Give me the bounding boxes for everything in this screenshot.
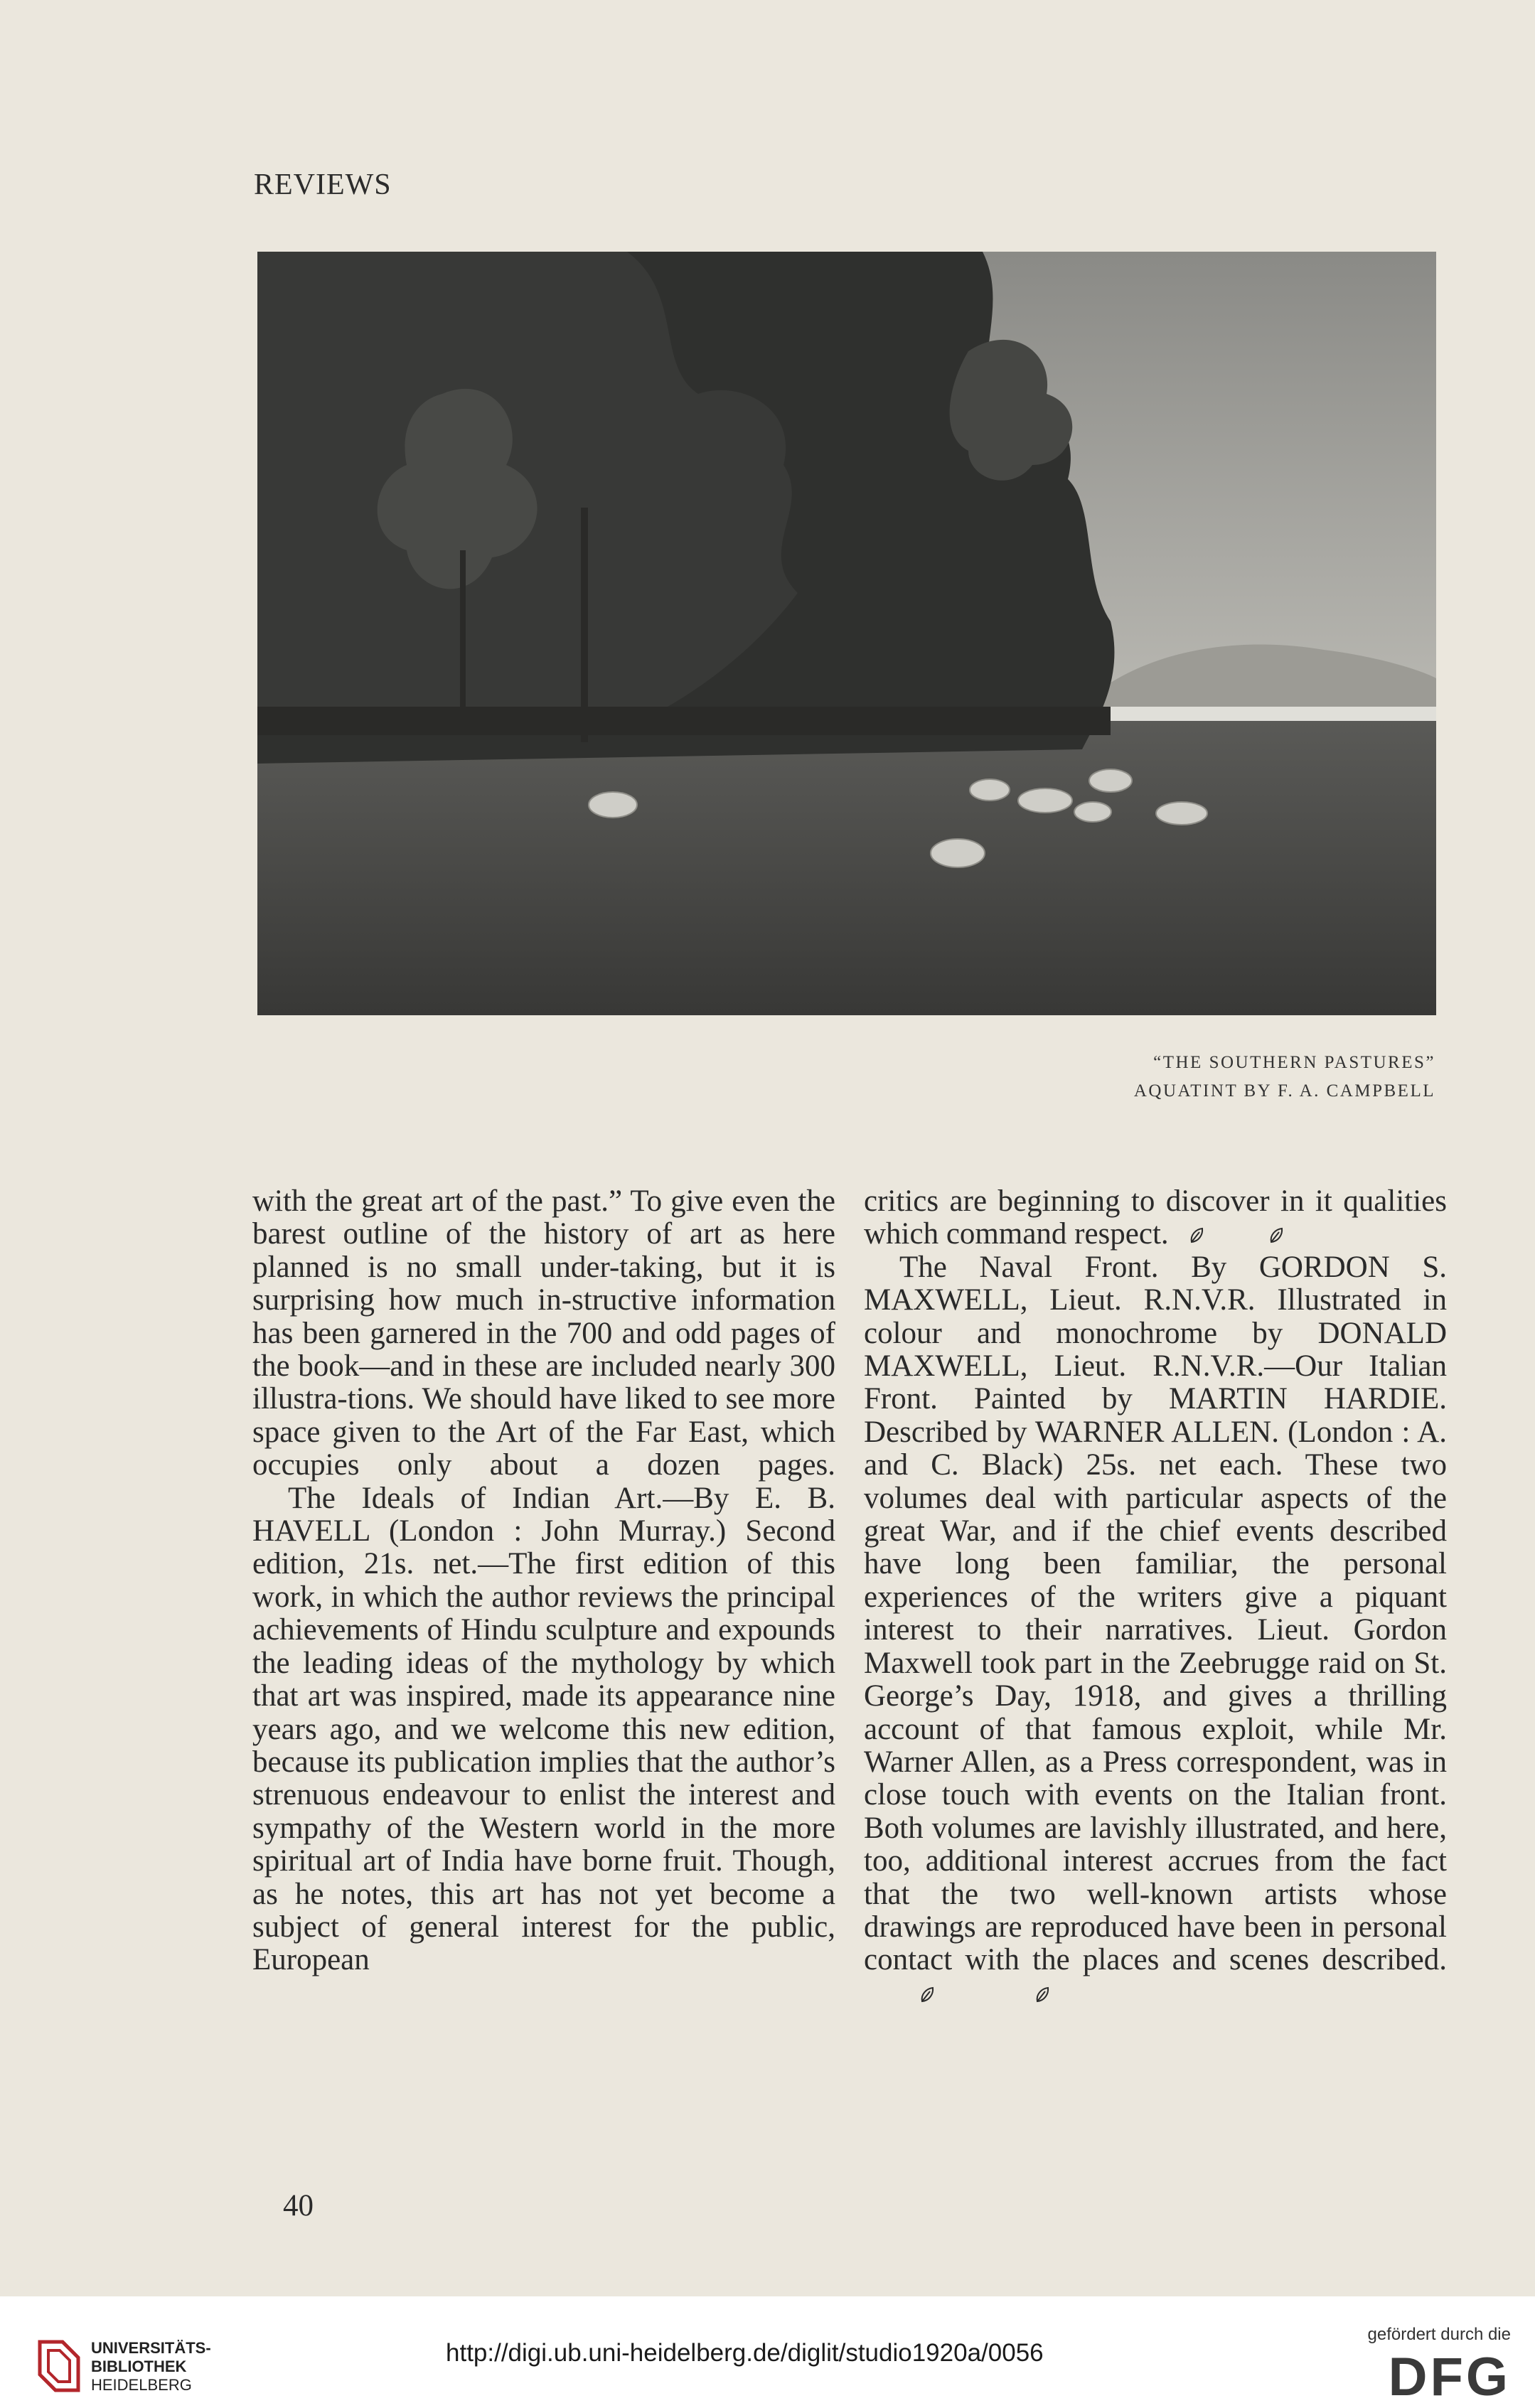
landscape-illustration bbox=[257, 252, 1436, 1015]
funding-note: gefördert durch die bbox=[1367, 2325, 1511, 2344]
leaf-ornament-icon bbox=[999, 1977, 1050, 2010]
university-library-logo-icon bbox=[34, 2338, 84, 2394]
leaf-ornament-icon bbox=[1189, 1218, 1204, 1251]
dfg-logo: DFG bbox=[1388, 2347, 1511, 2407]
right-column bbox=[864, 1185, 1447, 2010]
right-paragraph bbox=[864, 1185, 1447, 1251]
university-library-name bbox=[91, 2339, 211, 2394]
aquatint-plate-image bbox=[257, 252, 1436, 1015]
running-head: REVIEWS bbox=[254, 168, 392, 201]
left-paragraph: The Ideals of Indian Art.—By E. B. HAVELL (London : John Murray.) Second edition, 21s. net.—The first edition of this work, in which the author reviews the principal achievements of Hindu sculpture and expounds the leading ideas of the mythology by which that art was inspired, made its appearance nine years ago, and we welcome this new edition, because its publication implies that the author’s strenuous endeavour to enlist the interest and sympathy of the Western world in the more spiritual art of India have borne fruit. Though, as he notes, this art has not yet become a subject of general interest for the public, European bbox=[252, 1481, 835, 1977]
institution-line: HEIDELBERG bbox=[91, 2376, 192, 2394]
right-paragraph-text: critics are beginning to discover in it qualities which command respect. bbox=[864, 1184, 1447, 1251]
digital-copy-link[interactable]: http://digi.ub.uni-heidelberg.de/diglit/studio1920a/0056 bbox=[446, 2339, 1044, 2367]
leaf-ornament-icon bbox=[1268, 1218, 1284, 1251]
plate-caption bbox=[1134, 1049, 1435, 1106]
page-number: 40 bbox=[283, 2189, 314, 2222]
institution-line: BIBLIOTHEK bbox=[91, 2358, 187, 2375]
institution-line: UNIVERSITÄTS- bbox=[91, 2339, 211, 2357]
right-paragraph bbox=[864, 1251, 1447, 2010]
caption-credit: AQUATINT BY F. A. CAMPBELL bbox=[1133, 1081, 1435, 1101]
left-column bbox=[252, 1185, 835, 1977]
left-paragraph: with the great art of the past.” To give even the barest outline of the history of art as here planned is no small under-taking, but it is surprising how much in-structive information has been garnered in the 700 and odd pages of the book—and in these are included nearly 300 illustra-tions. We should have liked to see more space given to the Art of the Far East, which occupies only about a dozen pages. bbox=[252, 1184, 835, 1482]
leaf-ornament-icon bbox=[884, 1977, 935, 2010]
right-paragraph-text: The Naval Front. By GORDON S. MAXWELL, Lieut. R.N.V.R. Illustrated in colour and monochrome by DONALD MAXWELL, Lieut. R.N.V.R.—Our Italian Front. Painted by MARTIN HARDIE. Described by WARNER ALLEN. (London : A. and C. Black) 25s. net each. These two volumes deal with particular aspects of the great War, and if the chief events described have long been familiar, the personal experiences of the writers give a piquant interest to their narratives. Lieut. Gordon Maxwell took part in the Zeebrugge raid on St. George’s Day, 1918, and gives a thrilling account of that famous exploit, while Mr. Warner Allen, as a Press correspondent, was in close touch with events on the Italian front. Both volumes are lavishly illustrated, and here, too, additional interest accrues from the fact that the two well-known artists whose drawings are reproduced have been in personal contact with the places and scenes described. bbox=[864, 1250, 1447, 1977]
caption-title: “THE SOUTHERN PASTURES” bbox=[1153, 1053, 1435, 1072]
